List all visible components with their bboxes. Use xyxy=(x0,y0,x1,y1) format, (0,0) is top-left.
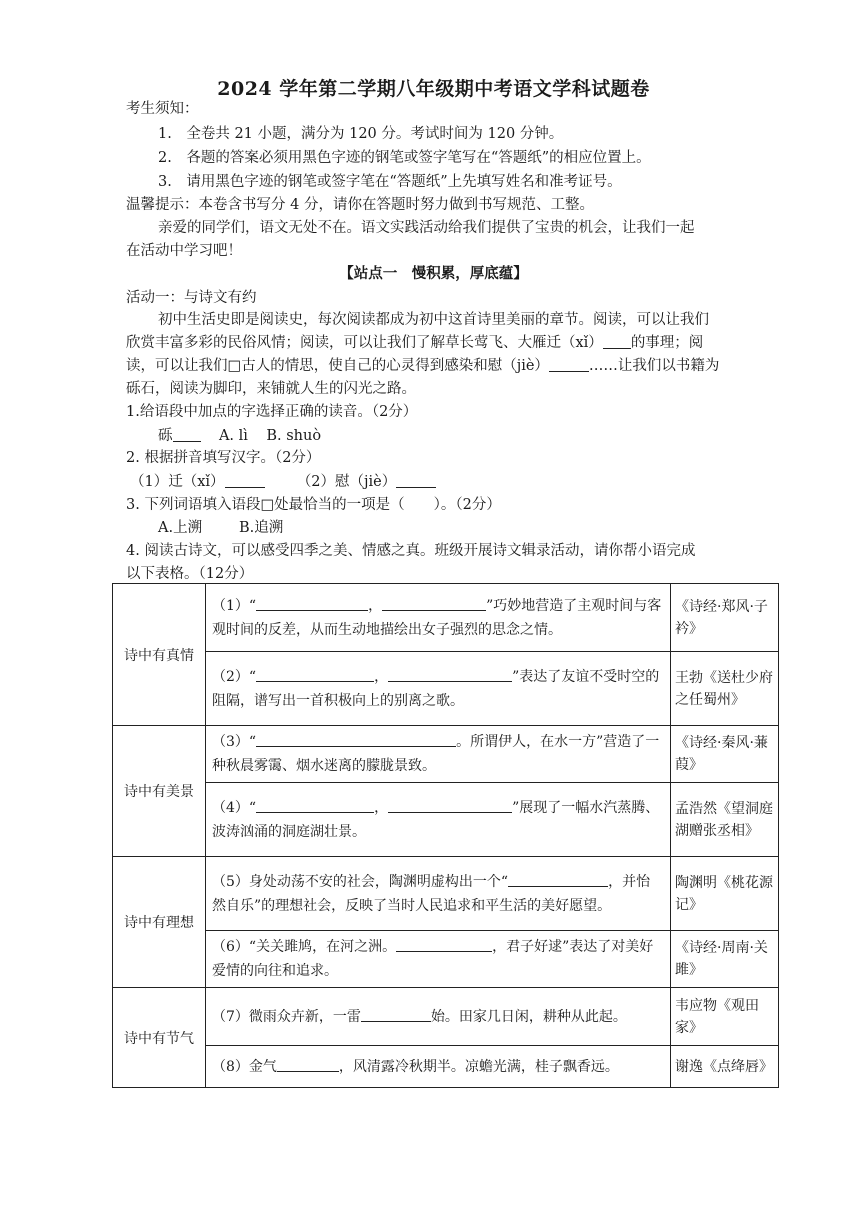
source-cell: 《诗经·秦风·蒹葭》 xyxy=(671,726,779,783)
source-cell: 谢逸《点绛唇》 xyxy=(671,1046,779,1088)
passage-text: 的事理；阅 xyxy=(630,335,704,351)
passage-line xyxy=(126,355,719,377)
answer-blank[interactable] xyxy=(256,798,374,813)
table-row xyxy=(113,726,779,783)
passage-text: ……让我们以书籍为 xyxy=(588,358,720,374)
question-1-stem: 1.给语段中加点的字选择正确的读音。（2分） xyxy=(126,404,418,420)
question-cell: （7）微雨众卉新，一雷 始。田家几日闲，耕种从此起。 xyxy=(206,988,671,1046)
page-title: 2024 学年第二学期八年级期中考语文学科试题卷 xyxy=(217,78,650,100)
table-row xyxy=(113,988,779,1046)
answer-blank[interactable] xyxy=(396,473,436,488)
answer-blank[interactable] xyxy=(225,473,265,488)
question-4-stem-cont: 以下表格。（12分） xyxy=(126,566,254,582)
answer-blank[interactable] xyxy=(256,732,456,747)
passage-line xyxy=(126,332,703,354)
passage-text: 欣赏丰富多彩的民俗风情；阅读，可以让我们了解草长莺飞、大雁迁（xǐ） xyxy=(126,335,603,351)
table-row xyxy=(113,857,779,931)
category-cell: 诗中有真情 xyxy=(113,584,206,726)
source-cell: 王勃《送杜少府之任蜀州》 xyxy=(671,652,779,726)
answer-blank[interactable] xyxy=(603,334,631,349)
intro-text: 亲爱的同学们，语文无处不在。语文实践活动给我们提供了宝贵的机会，让我们一起 xyxy=(158,220,695,236)
question-2-stem: 2. 根据拼音填写汉字。（2分） xyxy=(126,450,321,466)
question-cell: （3）“ 。所谓伊人，在水一方”营造了一种秋晨雾霭、烟水迷离的朦胧景致。 xyxy=(206,726,671,783)
answer-blank[interactable] xyxy=(388,798,512,813)
answer-blank[interactable] xyxy=(396,937,492,952)
option-b[interactable]: B.追溯 xyxy=(238,520,284,536)
question-cell: （1）“ ， ”巧妙地营造了主观时间与客观时间的反差，从而生动地描绘出女子强烈的思念之情。 xyxy=(206,584,671,652)
activity-heading: 活动一：与诗文有约 xyxy=(126,290,257,306)
answer-blank[interactable] xyxy=(277,1057,339,1072)
notice-heading: 考生须知： xyxy=(126,101,199,117)
table-row xyxy=(113,1046,779,1088)
dotted-char: 砾 xyxy=(158,428,173,444)
intro-text-cont: 在活动中学习吧！ xyxy=(126,243,242,259)
table-row xyxy=(113,584,779,652)
part-2-label: （2）慰（jiè） xyxy=(296,474,397,490)
section-heading: 【站点一 慢积累，厚底蕴】 xyxy=(339,265,528,282)
question-2-parts xyxy=(130,471,436,493)
question-cell: （6）“关关雎鸠，在河之洲。 ，君子好逑”表达了对美好爱情的向往和追求。 xyxy=(206,931,671,988)
source-cell: 韦应物《观田家》 xyxy=(671,988,779,1046)
question-cell: （4）“ ， ”展现了一幅水汽蒸腾、波涛汹涌的洞庭湖壮景。 xyxy=(206,783,671,857)
table-row xyxy=(113,783,779,857)
passage-line: 砾石，阅读为脚印，来铺就人生的闪光之路。 xyxy=(126,381,416,397)
question-cell: （5）身处动荡不安的社会，陶渊明虚构出一个“ ，并怡然自乐”的理想社会，反映了当时人民追求和平生活的美好愿望。 xyxy=(206,857,671,931)
category-cell: 诗中有节气 xyxy=(113,988,206,1088)
answer-blank[interactable] xyxy=(256,596,368,611)
question-cell: （8）金气 ，风清露冷秋期半。凉蟾光满，桂子飘香远。 xyxy=(206,1046,671,1088)
source-cell: 陶渊明《桃花源记》 xyxy=(671,857,779,931)
tip-text: 温馨提示：本卷含书写分 4 分，请你在答题时努力做到书写规范、工整。 xyxy=(126,197,594,213)
question-4-stem: 4. 阅读古诗文，可以感受四季之美、情感之真。班级开展诗文辑录活动，请你帮小语完成 xyxy=(126,543,696,559)
source-cell: 《诗经·周南·关雎》 xyxy=(671,931,779,988)
question-cell: （2）“ ， ”表达了友谊不受时空的阻隔，谱写出一首积极向上的别离之歌。 xyxy=(206,652,671,726)
category-cell: 诗中有理想 xyxy=(113,857,206,988)
answer-blank[interactable] xyxy=(508,872,608,887)
question-3-options xyxy=(158,517,283,539)
answer-blank[interactable] xyxy=(382,596,486,611)
answer-blank[interactable] xyxy=(388,667,512,682)
question-1-options xyxy=(158,425,321,447)
passage-line: 初中生活史即是阅读史，每次阅读都成为初中这首诗里美丽的章节。阅读，可以让我们 xyxy=(158,312,709,328)
notice-item: 2. 各题的答案必须用黑色字迹的钢笔或签字笔写在“答题纸”的相应位置上。 xyxy=(158,150,651,166)
part-1-label: （1）迁（xǐ） xyxy=(130,474,225,490)
table-row xyxy=(113,652,779,726)
notice-item: 3. 请用黑色字迹的钢笔或签字笔在“答题纸”上先填写姓名和准考证号。 xyxy=(158,174,622,190)
source-cell: 《诗经·郑风·子衿》 xyxy=(671,584,779,652)
answer-blank[interactable] xyxy=(549,357,589,372)
answer-blank[interactable] xyxy=(256,667,374,682)
table-row xyxy=(113,931,779,988)
question-3-stem: 3. 下列词语填入语段□处最恰当的一项是（ ）。（2分） xyxy=(126,497,501,513)
passage-text: 读，可以让我们□古人的情思，使自己的心灵得到感染和慰（jiè） xyxy=(126,358,549,374)
notice-item: 1. 全卷共 21 小题，满分为 120 分。考试时间为 120 分钟。 xyxy=(158,126,564,142)
option-a[interactable]: A. lì xyxy=(218,428,248,444)
category-cell: 诗中有美景 xyxy=(113,726,206,857)
poetry-table xyxy=(112,583,779,1088)
source-cell: 孟浩然《望洞庭湖赠张丞相》 xyxy=(671,783,779,857)
option-b[interactable]: B. shuò xyxy=(266,428,322,444)
option-a[interactable]: A.上溯 xyxy=(158,520,203,536)
answer-blank[interactable] xyxy=(173,427,201,442)
answer-blank[interactable] xyxy=(361,1007,431,1022)
